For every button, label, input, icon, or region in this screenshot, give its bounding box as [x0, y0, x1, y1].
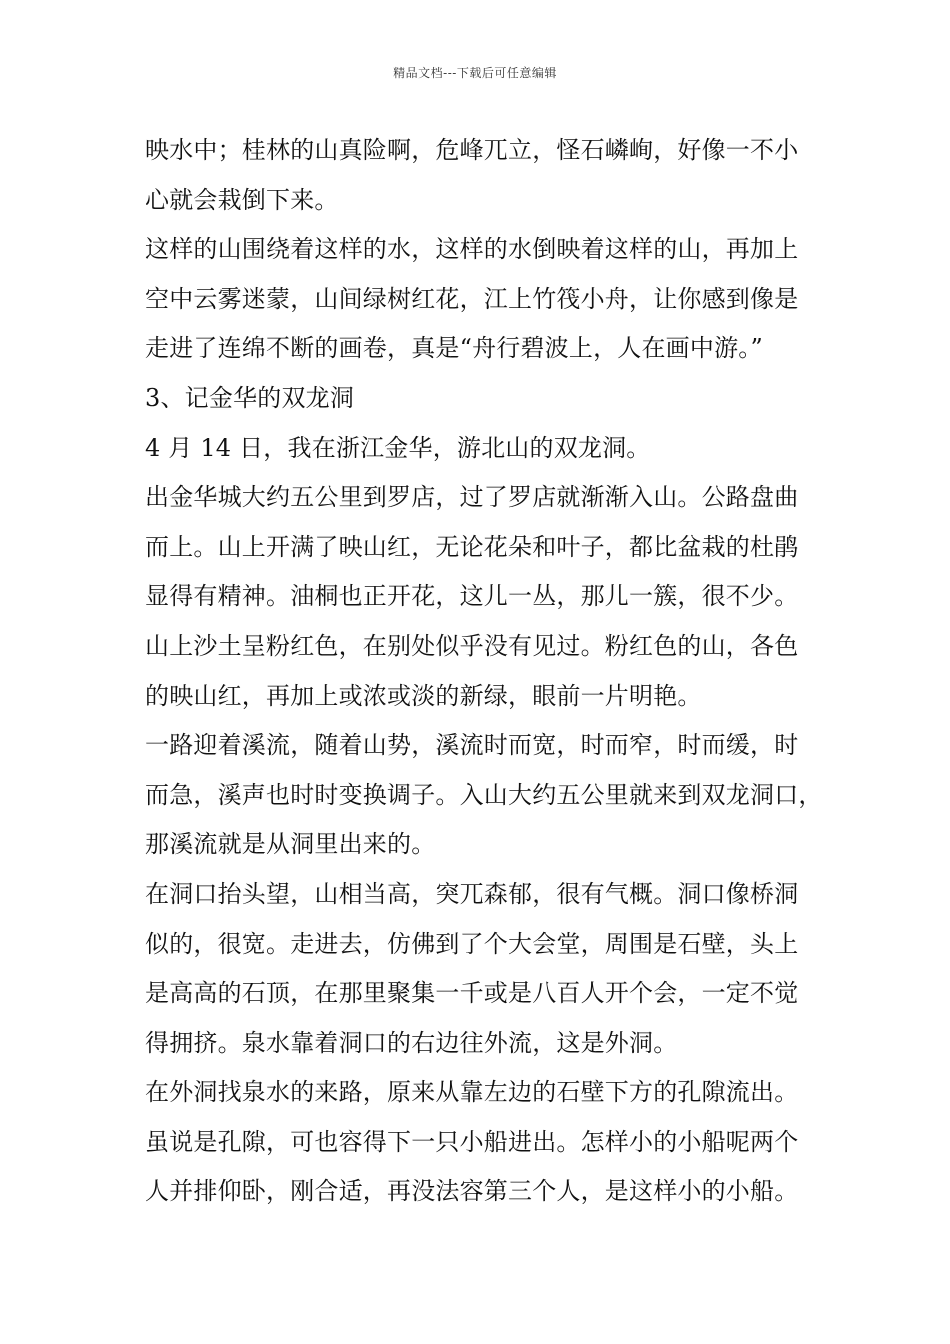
text-line: 映水中；桂林的山真险啊，危峰兀立，怪石嶙峋，好像一不小: [145, 136, 799, 164]
text-line: 人并排仰卧，刚合适，再没法容第三个人，是这样小的小船。: [145, 1177, 799, 1206]
text-line: 的映山红，再加上或浓或淡的新绿，眼前一片明艳。: [145, 681, 702, 710]
page-header: 精品文档---下载后可任意编辑: [393, 66, 557, 80]
text-line: 而急，溪声也时时变换调子。入山大约五公里就来到双龙洞口，: [145, 780, 823, 809]
text-line: 走进了连绵不断的画卷，真是“舟行碧波上，人在画中游。”: [145, 334, 763, 363]
text-line: 心就会栽倒下来。: [145, 185, 339, 214]
text-line: 是高高的石顶，在那里聚集一千或是八百人开个会，一定不觉: [145, 979, 799, 1008]
text-line: 似的，很宽。走进去，仿佛到了个大会堂，周围是石壁，头上: [145, 929, 799, 958]
document-body: [145, 126, 823, 1217]
text-line: 4 月 14 日，我在浙江金华，游北山的双龙洞。: [145, 433, 651, 462]
text-line: 在洞口抬头望，山相当高，突兀森郁，很有气概。洞口像桥洞: [145, 879, 799, 908]
section-heading: 3、记金华的双龙洞: [145, 383, 355, 412]
text-line: 虽说是孔隙，可也容得下一只小船进出。怎样小的小船呢两个: [145, 1127, 799, 1156]
text-line: 而上。山上开满了映山红，无论花朵和叶子，都比盆栽的杜鹃: [145, 532, 799, 561]
text-line: 山上沙土呈粉红色，在别处似乎没有见过。粉红色的山，各色: [145, 631, 799, 660]
text-line: 空中云雾迷蒙，山间绿树红花，江上竹筏小舟，让你感到像是: [145, 284, 799, 313]
text-line: 那溪流就是从洞里出来的。: [145, 830, 436, 859]
text-line: 出金华城大约五公里到罗店，过了罗店就渐渐入山。公路盘曲: [145, 483, 799, 512]
text-line: 一路迎着溪流，随着山势，溪流时而宽，时而窄，时而缓，时: [145, 731, 799, 760]
text-line: 显得有精神。油桐也正开花，这儿一丛，那儿一簇，很不少。: [145, 582, 799, 611]
text-line: 在外洞找泉水的来路，原来从靠左边的石壁下方的孔隙流出。: [145, 1078, 799, 1107]
text-line: 得拥挤。泉水靠着洞口的右边往外流，这是外洞。: [145, 1028, 678, 1057]
text-line: 这样的山围绕着这样的水，这样的水倒映着这样的山，再加上: [145, 235, 799, 264]
